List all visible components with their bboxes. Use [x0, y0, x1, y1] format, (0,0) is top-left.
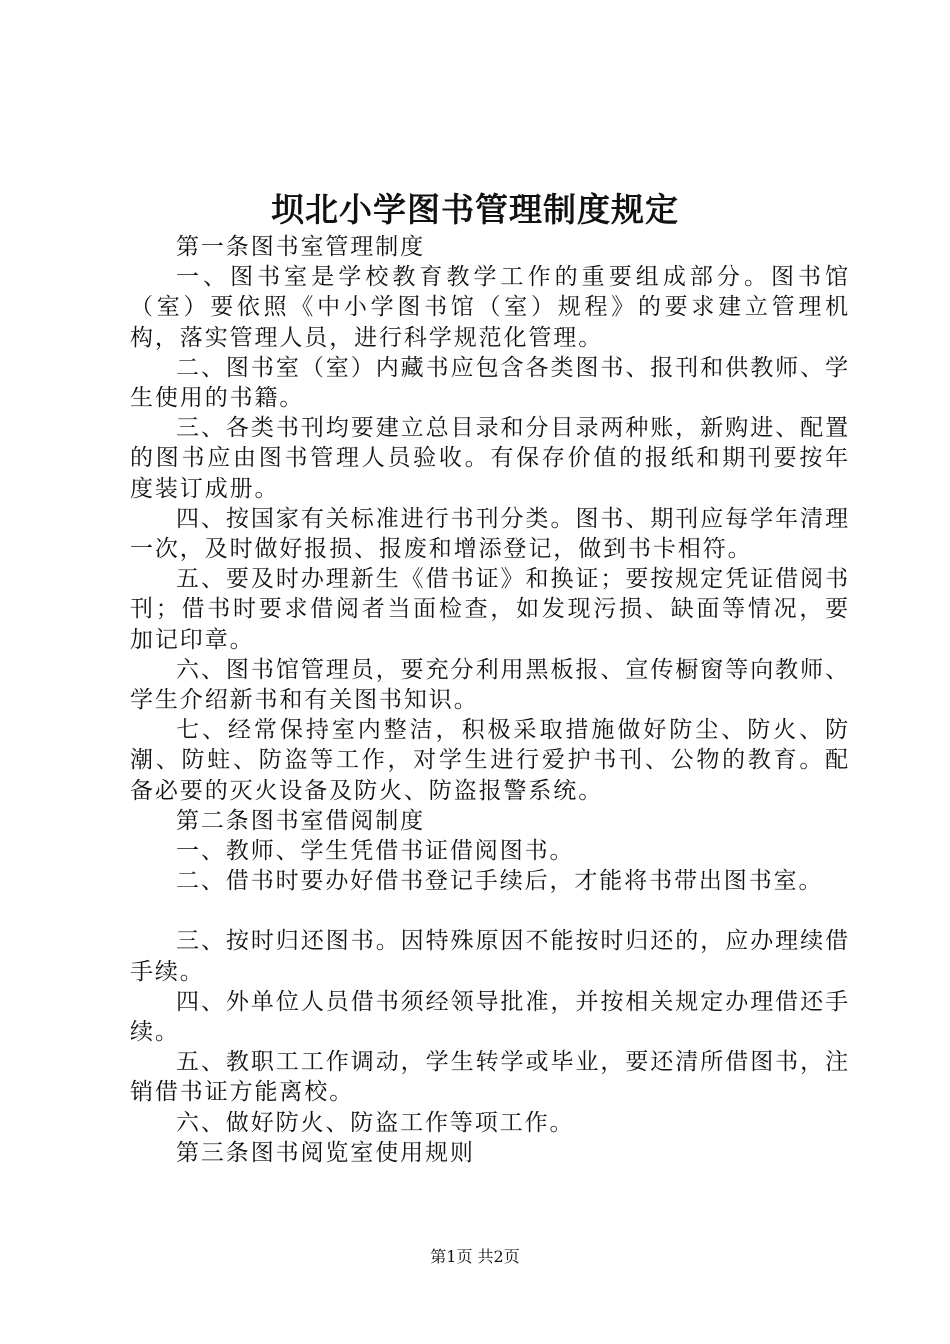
document-body — [130, 232, 850, 1168]
paragraph: 二、借书时要办好借书登记手续后，才能将书带出图书室。 — [176, 868, 824, 895]
paragraph: 二、图书室（室）内藏书应包含各类图书、报刊和供教师、学生使用的书籍。 — [130, 354, 850, 412]
page-footer: 第1页 共2页 — [430, 1247, 520, 1266]
paragraph: 四、按国家有关标准进行书刊分类。图书、期刊应每学年清理一次，及时做好报损、报废和增添登记，做到书卡相符。 — [130, 505, 850, 563]
paragraph: 三、各类书刊均要建立总目录和分目录两种账，新购进、配置的图书应由图书管理人员验收。有保存价值的报纸和期刊要按年度装订成册。 — [130, 415, 850, 502]
paragraph: 六、图书馆管理员，要充分利用黑板报、宣传橱窗等向教师、学生介绍新书和有关图书知识。 — [130, 656, 850, 714]
section-heading-1: 第一条图书室管理制度 — [176, 234, 425, 260]
paragraph: 一、教师、学生凭借书证借阅图书。 — [176, 838, 575, 865]
paragraph: 一、图书室是学校教育教学工作的重要组成部分。图书馆（室）要依照《中小学图书馆（室）规程》的要求建立管理机构，落实管理人员，进行科学规范化管理。 — [130, 264, 850, 351]
document-title: 坝北小学图书管理制度规定 — [271, 190, 679, 229]
section-heading-2: 第二条图书室借阅制度 — [176, 807, 425, 834]
paragraph: 七、经常保持室内整洁，积极采取措施做好防尘、防火、防潮、防蛀、防盗等工作，对学生进行爱护书刊、公物的教育。配备必要的灭火设备及防火、防盗报警系统。 — [130, 717, 850, 804]
paragraph: 四、外单位人员借书须经领导批准，并按相关规定办理借还手续。 — [130, 988, 850, 1046]
section-heading-3: 第三条图书阅览室使用规则 — [176, 1139, 475, 1166]
paragraph: 五、要及时办理新生《借书证》和换证；要按规定凭证借阅书刊；借书时要求借阅者当面检查，如发现污损、缺面等情况，要加记印章。 — [130, 566, 850, 653]
paragraph: 三、按时归还图书。因特殊原因不能按时归还的，应办理续借手续。 — [130, 928, 850, 985]
paragraph: 五、教职工工作调动，学生转学或毕业，要还清所借图书，注销借书证方能离校。 — [130, 1049, 850, 1106]
paragraph: 六、做好防火、防盗工作等项工作。 — [176, 1109, 575, 1136]
